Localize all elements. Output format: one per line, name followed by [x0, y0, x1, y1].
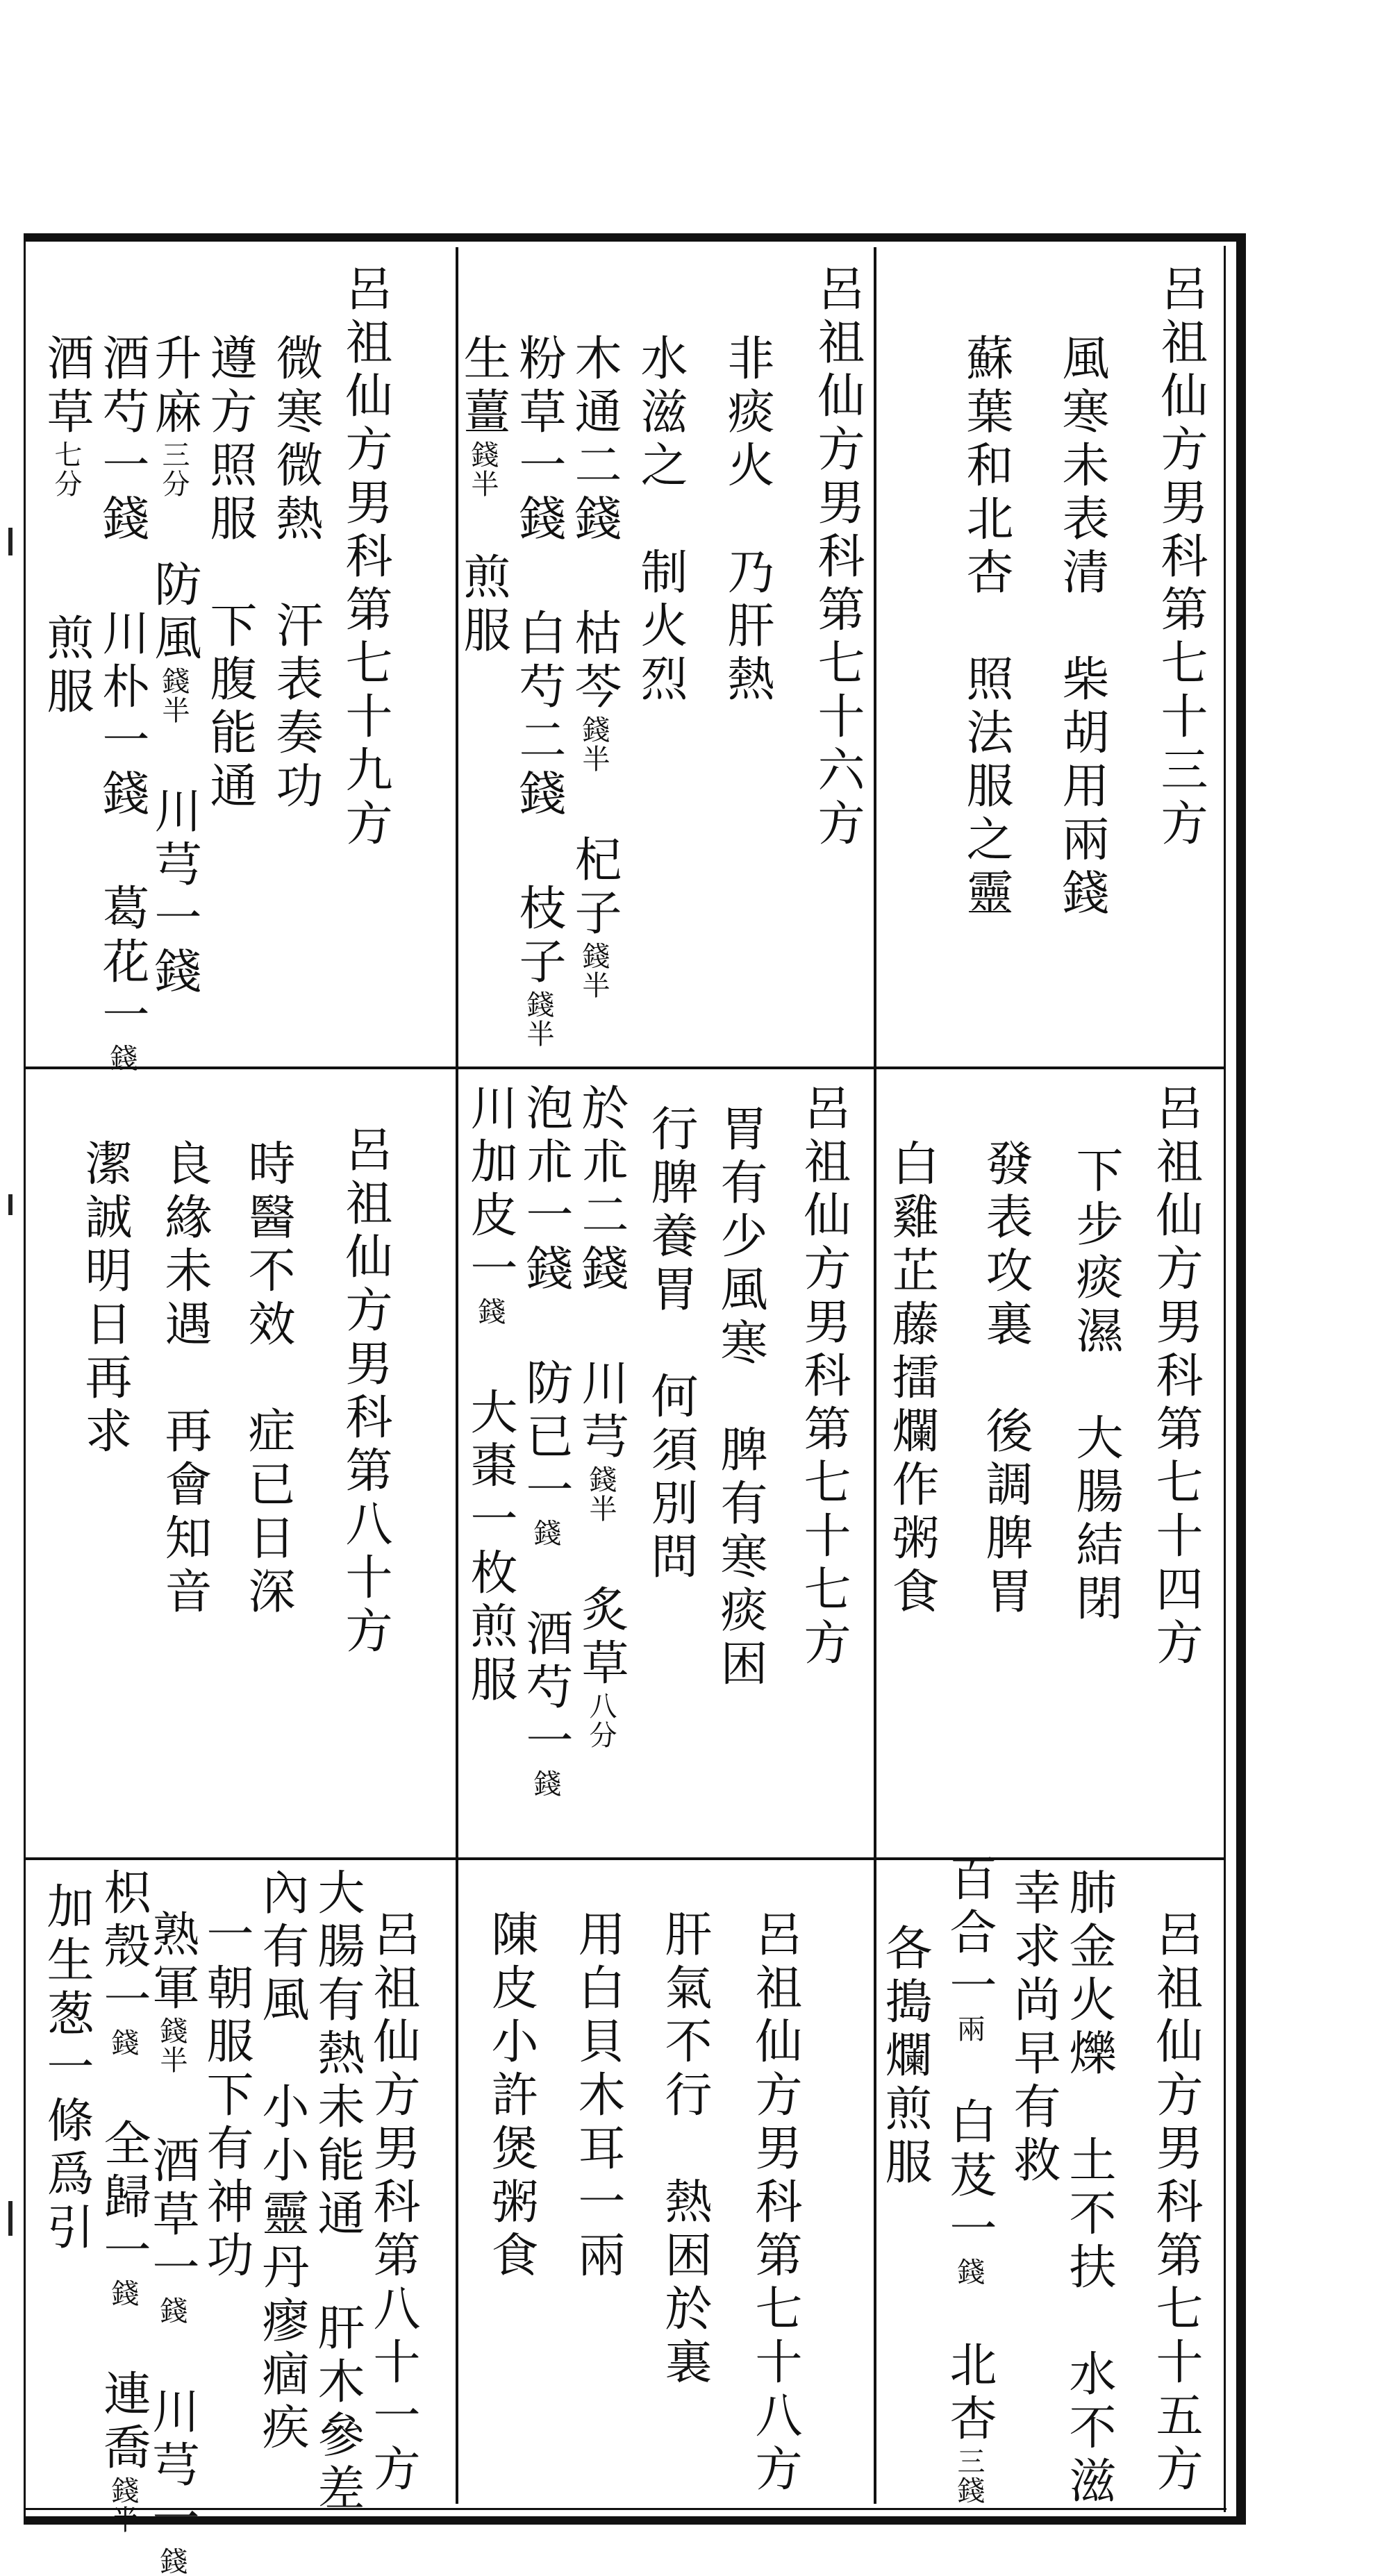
- line-segment: 泡朮一錢 防已一: [518, 1083, 573, 1519]
- formula-cell-79: [39, 264, 456, 1073]
- dosage-annotation: 錢: [474, 1297, 506, 1326]
- formula-line: [877, 1923, 932, 2191]
- line-segment: 酒草: [39, 333, 94, 440]
- line-segment: 加生葱一條爲引: [39, 1882, 94, 2256]
- line-segment: 肝氣不行 熱困於裏: [657, 1909, 712, 2391]
- dosage-annotation: 錢: [953, 2257, 985, 2286]
- margin-mark: [8, 2201, 13, 2236]
- formula-title: 呂祖仙方男科第七十六方: [810, 264, 865, 852]
- formula-line: [958, 333, 1013, 921]
- dosage-annotation: 錢半: [158, 667, 190, 725]
- formula-line: [147, 333, 201, 1000]
- line-segment: 風寒未表清 柴胡用兩錢: [1054, 333, 1109, 921]
- line-segment: 全歸一: [96, 2057, 151, 2279]
- line-segment: 川加皮一: [463, 1083, 517, 1297]
- line-segment: 發表攻裏 後調脾胃: [978, 1139, 1033, 1620]
- line-segment: 煎服: [39, 499, 94, 720]
- line-segment: 大棗一枚煎服: [463, 1326, 517, 1708]
- formula-line: [720, 333, 774, 708]
- line-segment: 良緣未遇 再會知音: [157, 1139, 212, 1620]
- line-segment: 酒草一: [144, 2075, 199, 2296]
- formula-line: [77, 1139, 132, 1460]
- formula-line: [713, 1104, 767, 1692]
- formula-line: [456, 333, 510, 659]
- formula-line: [1054, 333, 1109, 921]
- line-segment: 粉草一錢 白芍二錢 枝子: [511, 333, 566, 990]
- dosage-annotation: 兩: [953, 2014, 985, 2043]
- formula-title: 呂祖仙方男科第七十三方: [1153, 264, 1208, 852]
- line-segment: 行脾養胃 何須別問: [643, 1104, 698, 1585]
- line-segment: 肺金火爍 土不扶 水不滋: [1061, 1868, 1116, 2509]
- line-segment: 陳皮小許煲粥食: [483, 1909, 538, 2284]
- line-segment: 大腸有熱未能通 肝木參差: [310, 1868, 365, 2517]
- formula-line: [1061, 1868, 1116, 2509]
- line-segment: 於朮二錢 川芎: [574, 1083, 629, 1465]
- formula-cell-74: [876, 1083, 1224, 1854]
- row-rule: [26, 1857, 1224, 1860]
- dosage-annotation: 錢半: [156, 2016, 188, 2075]
- formula-title: 呂祖仙方男科第七十九方: [338, 264, 392, 852]
- line-segment: 升麻: [147, 333, 201, 440]
- line-segment: 水滋之 制火烈: [633, 333, 688, 708]
- formula-title: 呂祖仙方男科第七十四方: [1148, 1083, 1203, 1671]
- formula-title: 呂祖仙方男科第七十五方: [1148, 1909, 1203, 2498]
- formula-line: [1068, 1146, 1123, 1627]
- dosage-annotation: 錢: [106, 1044, 138, 1073]
- frame-inner-rule: [1224, 246, 1226, 2512]
- formula-line: [199, 1909, 253, 2284]
- formula-line: [94, 333, 149, 1073]
- formula-title: 呂祖仙方男科第七十七方: [796, 1083, 851, 1671]
- line-segment: 防風: [147, 499, 201, 667]
- dosage-annotation: 三分: [158, 440, 190, 499]
- line-segment: 木通二錢 枯芩: [567, 333, 622, 715]
- line-segment: 川芎一錢: [147, 725, 201, 1000]
- dosage-annotation: 錢半: [467, 440, 499, 499]
- formula-cell-78: [458, 1868, 874, 2507]
- formula-line: [511, 333, 566, 1048]
- line-segment: 川芎一: [144, 2325, 199, 2547]
- formula-line: [643, 1104, 698, 1585]
- formula-line: [463, 1083, 517, 1708]
- dosage-annotation: 八分: [585, 1691, 617, 1750]
- line-segment: 酒芍一錢 川朴一錢 葛花一: [94, 333, 149, 1044]
- formula-line: [96, 1868, 151, 2534]
- formula-line: [39, 333, 94, 720]
- formula-line: [567, 333, 622, 1000]
- formula-cell-73: [876, 264, 1224, 1062]
- dosage-annotation: 三錢: [953, 2447, 985, 2505]
- dosage-annotation: 錢: [529, 1769, 561, 1798]
- line-segment: 非痰火 乃肝熱: [720, 333, 774, 708]
- formula-cell-77: [458, 1083, 874, 1854]
- formula-line: [884, 1139, 939, 1620]
- formula-line: [570, 1909, 625, 2284]
- dosage-annotation: 錢半: [585, 1465, 617, 1523]
- line-segment: 百合一: [942, 1854, 997, 2014]
- dosage-annotation: 錢: [529, 1519, 561, 1548]
- dosage-annotation: 錢: [107, 2279, 139, 2308]
- line-segment: 一朝服下有神功: [199, 1909, 253, 2284]
- formula-line: [202, 333, 257, 814]
- line-segment: 連喬: [96, 2308, 151, 2476]
- margin-mark: [8, 528, 13, 555]
- formula-line: [633, 333, 688, 708]
- formula-line: [310, 1868, 365, 2517]
- line-segment: 遵方照服 下腹能通: [202, 333, 257, 814]
- formula-line: [240, 1139, 295, 1620]
- line-segment: 白雞芷藤擂爛作粥食: [884, 1139, 939, 1620]
- row-rule: [26, 1067, 1224, 1069]
- frame-inner-rule-bottom: [24, 2508, 1226, 2510]
- formula-cell-75: [876, 1854, 1224, 2509]
- formula-cell-81: [39, 1868, 456, 2576]
- formula-line: [518, 1083, 573, 1798]
- line-segment: 時醫不效 症已日深: [240, 1139, 295, 1620]
- formula-cell-80: [42, 1083, 456, 1854]
- formula-title: 呂祖仙方男科第七十八方: [747, 1909, 802, 2498]
- line-segment: 熟軍: [144, 1909, 199, 2016]
- formula-line: [978, 1139, 1033, 1620]
- dosage-annotation: 錢: [156, 2547, 188, 2576]
- formula-line: [574, 1083, 629, 1750]
- dosage-annotation: 錢: [156, 2296, 188, 2325]
- dosage-annotation: 七分: [50, 440, 82, 499]
- line-segment: 白芨一: [942, 2043, 997, 2257]
- line-segment: 微寒微熱 汗表奏功: [268, 333, 323, 814]
- line-segment: 下步痰濕 大腸結閉: [1068, 1146, 1123, 1627]
- formula-line: [157, 1139, 212, 1620]
- formula-line: [268, 333, 323, 814]
- dosage-annotation: 錢半: [578, 942, 610, 1000]
- line-segment: 潔誠明日再求: [77, 1139, 132, 1460]
- formula-title: 呂祖仙方男科第八十一方: [365, 1909, 420, 2498]
- line-segment: 蘇葉和北杏 照法服之靈: [958, 333, 1013, 921]
- formula-line: [254, 1868, 309, 2456]
- dosage-annotation: 錢半: [107, 2476, 139, 2534]
- line-segment: 各搗爛煎服: [877, 1923, 932, 2191]
- formula-line: [144, 1909, 199, 2576]
- line-segment: 枳殼一: [96, 1868, 151, 2028]
- formula-line: [39, 1882, 94, 2256]
- dosage-annotation: 錢半: [522, 990, 554, 1048]
- dosage-annotation: 錢半: [578, 715, 610, 773]
- margin-mark: [8, 1194, 13, 1215]
- formula-cell-76: [458, 264, 874, 1062]
- formula-line: [1006, 1868, 1061, 2189]
- line-segment: 北杏: [942, 2286, 997, 2447]
- line-segment: 煎服: [456, 499, 510, 659]
- line-segment: 用白貝木耳一兩: [570, 1909, 625, 2284]
- dosage-annotation: 錢: [107, 2028, 139, 2057]
- line-segment: 酒芍一: [518, 1548, 573, 1769]
- line-segment: 胃有少風寒 脾有寒痰困: [713, 1104, 767, 1692]
- formula-line: [942, 1854, 997, 2505]
- line-segment: 幸求尚早有救: [1006, 1868, 1061, 2189]
- formula-title: 呂祖仙方男科第八十方: [338, 1125, 392, 1659]
- line-segment: 杞子: [567, 773, 622, 942]
- line-segment: 生薑: [456, 333, 510, 440]
- formula-line: [483, 1909, 538, 2284]
- formula-line: [657, 1909, 712, 2391]
- line-segment: 內有風 小小靈丹瘳痼疾: [254, 1868, 309, 2456]
- line-segment: 炙草: [574, 1523, 629, 1691]
